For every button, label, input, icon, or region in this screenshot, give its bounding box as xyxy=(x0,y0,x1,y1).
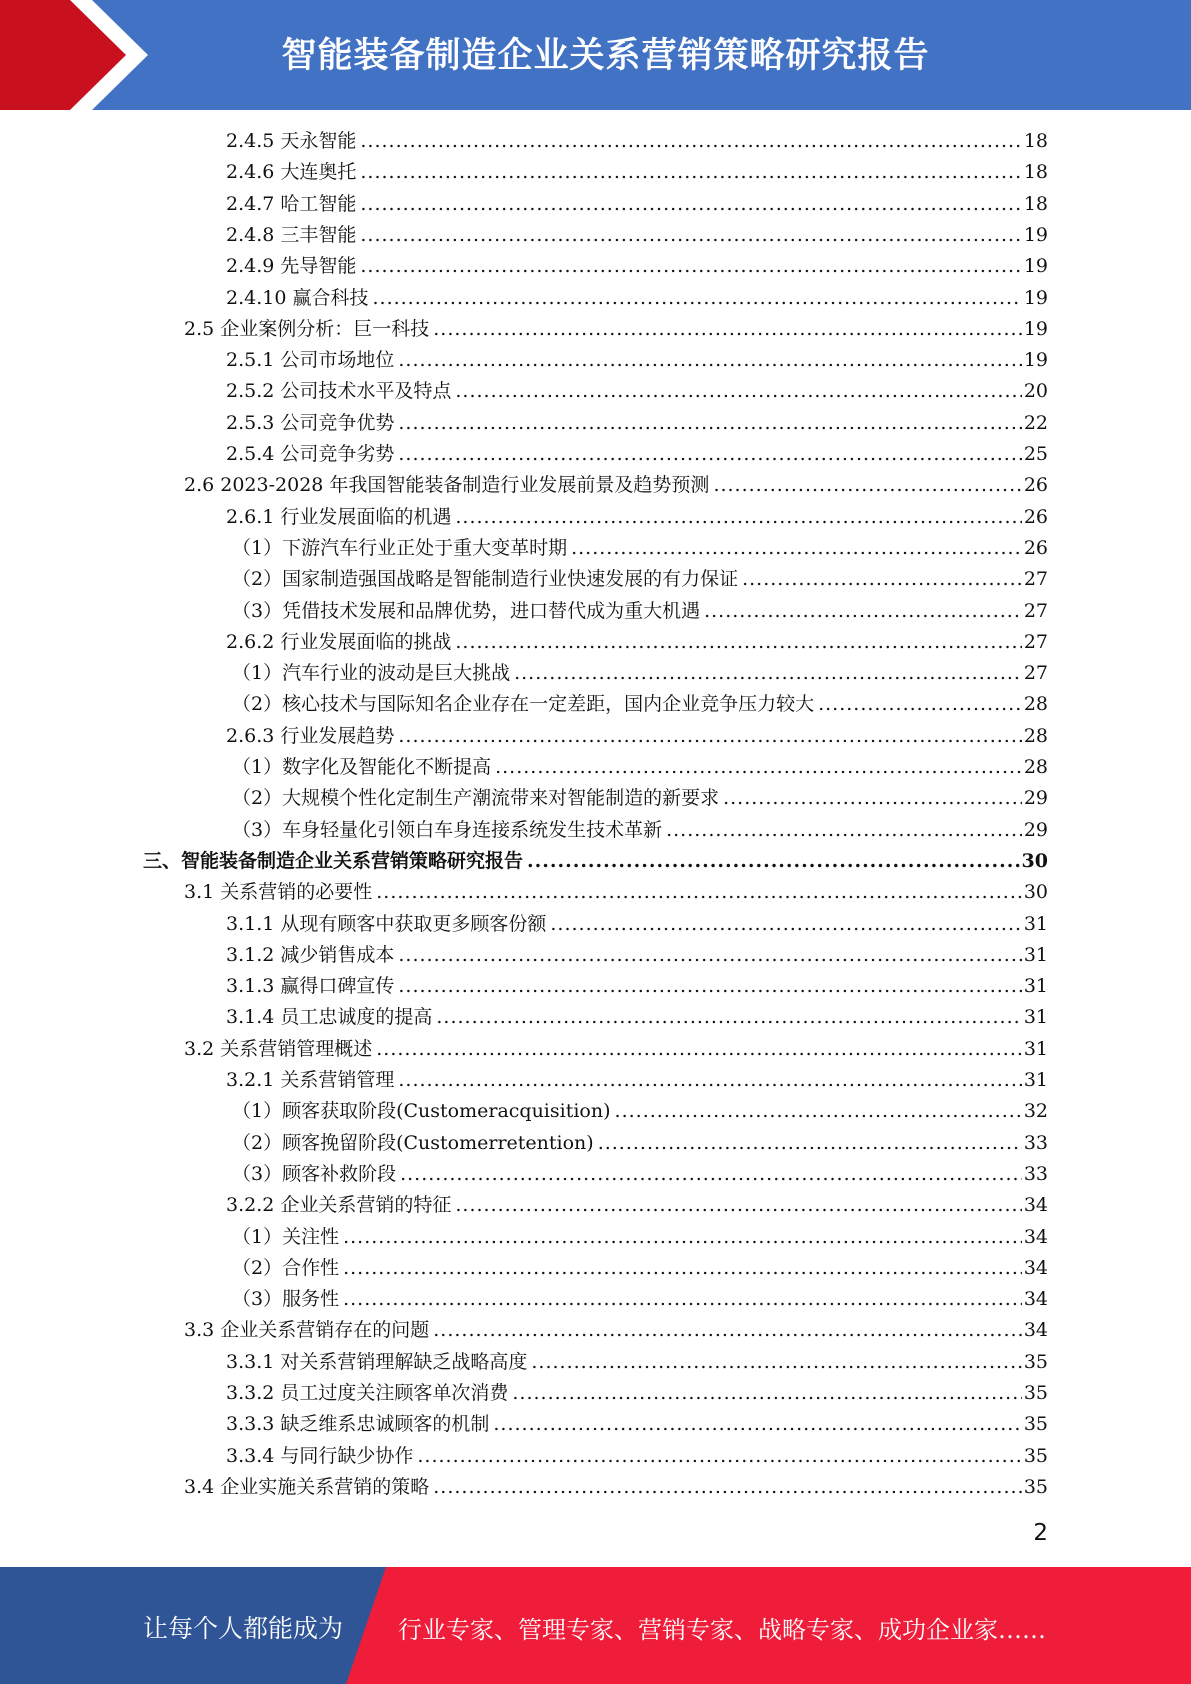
toc-entry[interactable] xyxy=(226,1065,1048,1096)
toc-entry-title: 2.5.2 公司技术水平及特点 xyxy=(226,380,452,403)
toc-entry-title: 2.4.5 天永智能 xyxy=(226,130,357,152)
toc-leader-dots xyxy=(398,439,1021,470)
toc-entry[interactable] xyxy=(232,564,1048,595)
toc-entry-title: （2）合作性 xyxy=(232,1256,340,1279)
toc-entry[interactable] xyxy=(184,1472,1048,1503)
toc-leader-dots xyxy=(376,1034,1022,1065)
toc-entry-page: 31 xyxy=(1023,943,1048,966)
toc-leader-dots xyxy=(376,877,1022,908)
toc-entry-title: 2.4.10 赢合科技 xyxy=(226,286,369,309)
toc-entry-title: 2.5.1 公司市场地位 xyxy=(226,349,395,372)
toc-entry-page: 35 xyxy=(1023,1475,1048,1498)
toc-entry[interactable] xyxy=(226,1347,1048,1378)
toc-entry-page: 25 xyxy=(1023,443,1048,465)
toc-entry-page: 31 xyxy=(1023,1069,1048,1091)
toc-entry-title: 2.4.8 三丰智能 xyxy=(226,223,357,246)
toc-entry[interactable] xyxy=(226,1441,1048,1472)
toc-entry-page: 27 xyxy=(1023,630,1048,653)
toc-entry-page: 30 xyxy=(1021,849,1048,872)
toc-entry-page: 27 xyxy=(1023,599,1048,622)
toc-entry[interactable] xyxy=(232,1128,1048,1159)
toc-leader-dots xyxy=(598,1128,1022,1159)
toc-entry-title: （3）服务性 xyxy=(232,1288,340,1311)
toc-entry-page: 35 xyxy=(1023,1444,1048,1467)
toc-entry-page: 28 xyxy=(1023,756,1048,778)
toc-entry-page: 33 xyxy=(1023,1162,1048,1185)
toc-leader-dots xyxy=(818,689,1022,720)
toc-entry-title: 2.4.7 哈工智能 xyxy=(226,192,357,215)
toc-leader-dots xyxy=(455,1190,1021,1221)
toc-entry[interactable] xyxy=(226,627,1048,658)
toc-entry-page: 35 xyxy=(1023,1382,1048,1404)
toc-entry-page: 33 xyxy=(1023,1131,1048,1154)
toc-entry-page: 18 xyxy=(1023,130,1048,152)
toc-leader-dots xyxy=(343,1253,1022,1284)
toc-leader-dots xyxy=(666,815,1022,846)
toc-entry-title: 3.4 企业实施关系营销的策略 xyxy=(184,1475,430,1498)
header-title: 智能装备制造企业关系营销策略研究报告 xyxy=(281,36,930,76)
toc-entry-title: （1）关注性 xyxy=(232,1225,340,1248)
toc-entry-page: 18 xyxy=(1023,161,1048,184)
toc-leader-dots xyxy=(436,1002,1021,1033)
toc-entry-page: 19 xyxy=(1023,255,1048,278)
toc-leader-dots xyxy=(343,1222,1022,1253)
toc-entry-title: 3.2.1 关系营销管理 xyxy=(226,1069,395,1091)
toc-entry[interactable] xyxy=(232,1253,1048,1284)
toc-entry-page: 19 xyxy=(1023,223,1048,246)
toc-leader-dots xyxy=(398,1065,1021,1096)
toc-entry[interactable] xyxy=(232,596,1048,627)
toc-leader-dots xyxy=(398,971,1021,1002)
toc-entry[interactable] xyxy=(226,971,1048,1002)
toc-entry-title: 3.1.3 赢得口碑宣传 xyxy=(226,975,395,998)
toc-leader-dots xyxy=(360,189,1021,220)
toc-leader-dots xyxy=(713,470,1021,501)
toc-entry-page: 31 xyxy=(1023,975,1048,998)
toc-entry-title: 三、智能装备制造企业关系营销策略研究报告 xyxy=(143,849,524,872)
toc-entry-page: 30 xyxy=(1023,881,1048,904)
toc-entry[interactable] xyxy=(232,689,1048,720)
toc-entry[interactable] xyxy=(226,157,1048,188)
toc-entry-page: 26 xyxy=(1023,536,1048,559)
toc-entry-title: 3.3.2 员工过度关注顾客单次消费 xyxy=(226,1382,509,1404)
toc-entry[interactable] xyxy=(226,283,1048,314)
toc-entry-title: （1）下游汽车行业正处于重大变革时期 xyxy=(232,536,568,559)
toc-leader-dots xyxy=(527,846,1020,877)
toc-entry-title: （3）凭借技术发展和品牌优势，进口替代成为重大机遇 xyxy=(232,599,701,622)
toc-leader-dots xyxy=(433,1315,1022,1346)
toc-entry-page: 26 xyxy=(1023,505,1048,528)
toc-entry-title: 3.2.2 企业关系营销的特征 xyxy=(226,1194,452,1217)
toc-entry-page: 34 xyxy=(1023,1225,1048,1248)
toc-leader-dots xyxy=(742,564,1022,595)
footer-slogan-left: 让每个人都能成为 xyxy=(143,1614,344,1643)
toc-entry-title: 2.4.9 先导智能 xyxy=(226,255,357,278)
toc-entry[interactable] xyxy=(232,533,1048,564)
toc-entry[interactable] xyxy=(184,1034,1048,1065)
toc-entry-page: 18 xyxy=(1023,192,1048,215)
toc-leader-dots xyxy=(372,283,1021,314)
toc-entry-title: （3）顾客补救阶段 xyxy=(232,1162,397,1185)
toc-entry-page: 26 xyxy=(1023,474,1048,497)
toc-entry-title: 3.3.4 与同行缺少协作 xyxy=(226,1444,414,1467)
toc-entry-page: 34 xyxy=(1023,1288,1048,1311)
toc-entry-title: 2.6.3 行业发展趋势 xyxy=(226,724,395,747)
toc-entry-title: 2.5.3 公司竞争优势 xyxy=(226,411,395,434)
toc-entry[interactable] xyxy=(226,909,1048,940)
toc-leader-dots xyxy=(512,1378,1021,1409)
toc-leader-dots xyxy=(398,721,1021,752)
toc-entry[interactable] xyxy=(226,1378,1048,1409)
toc-leader-dots xyxy=(343,1284,1022,1315)
toc-entry[interactable] xyxy=(226,345,1048,376)
footer-slogan-right: 行业专家、管理专家、营销专家、战略专家、成功企业家…… xyxy=(398,1616,1046,1644)
toc-entry[interactable] xyxy=(226,220,1048,251)
toc-entry[interactable] xyxy=(232,1284,1048,1315)
toc-leader-dots xyxy=(360,126,1021,157)
toc-entry-title: （2）国家制造强国战略是智能制造行业快速发展的有力保证 xyxy=(232,568,739,591)
toc-entry-page: 19 xyxy=(1023,286,1048,309)
toc-entry-page: 34 xyxy=(1023,1256,1048,1279)
toc-entry-page: 20 xyxy=(1023,380,1048,403)
toc-leader-dots xyxy=(550,909,1021,940)
toc-entry-title: 3.1.4 员工忠诚度的提高 xyxy=(226,1006,433,1029)
toc-entry-title: 2.6.1 行业发展面临的机遇 xyxy=(226,505,452,528)
toc-entry-page: 27 xyxy=(1023,662,1048,685)
toc-entry-page: 29 xyxy=(1023,818,1048,841)
toc-entry-title: （1）数字化及智能化不断提高 xyxy=(232,756,492,778)
toc-entry-page: 29 xyxy=(1023,787,1048,810)
toc-entry-page: 34 xyxy=(1023,1194,1048,1217)
toc-leader-dots xyxy=(398,940,1021,971)
toc-entry-page: 19 xyxy=(1023,317,1048,340)
toc-entry-title: （2）顾客挽留阶段(Customerretention) xyxy=(232,1131,594,1154)
toc-entry-page: 35 xyxy=(1023,1413,1048,1436)
toc-leader-dots xyxy=(400,1159,1022,1190)
toc-entry[interactable] xyxy=(232,1222,1048,1253)
toc-entry-title: 3.1.2 减少销售成本 xyxy=(226,943,395,966)
toc-leader-dots xyxy=(571,533,1022,564)
toc-entry-title: 3.2 关系营销管理概述 xyxy=(184,1037,373,1060)
toc-leader-dots xyxy=(417,1441,1021,1472)
toc-entry-title: 3.1 关系营销的必要性 xyxy=(184,881,373,904)
toc-entry-page: 31 xyxy=(1023,1037,1048,1060)
toc-leader-dots xyxy=(704,596,1022,627)
toc-entry[interactable] xyxy=(226,376,1048,407)
page-number: 2 xyxy=(1033,1520,1048,1546)
toc-entry-page: 31 xyxy=(1023,912,1048,935)
toc-entry-page: 35 xyxy=(1023,1350,1048,1373)
toc-entry[interactable] xyxy=(226,940,1048,971)
toc-entry-title: 2.5 企业案例分析：巨一科技 xyxy=(184,317,430,340)
toc-leader-dots xyxy=(493,1409,1021,1440)
toc-leader-dots xyxy=(514,658,1022,689)
toc-entry-title: 2.5.4 公司竞争劣势 xyxy=(226,443,395,465)
toc-entry[interactable] xyxy=(232,1096,1048,1127)
page-header xyxy=(0,0,1191,110)
toc-entry-title: 3.3.3 缺乏维系忠诚顾客的机制 xyxy=(226,1413,490,1436)
toc-entry[interactable] xyxy=(143,846,1048,877)
toc-entry-title: 2.4.6 大连奥托 xyxy=(226,161,357,184)
toc-leader-dots xyxy=(455,627,1021,658)
toc-entry[interactable] xyxy=(226,126,1048,157)
toc-leader-dots xyxy=(360,220,1021,251)
toc-entry[interactable] xyxy=(232,1159,1048,1190)
toc-entry-title: （1）汽车行业的波动是巨大挑战 xyxy=(232,662,511,685)
toc-leader-dots xyxy=(495,752,1022,783)
toc-entry[interactable] xyxy=(232,658,1048,689)
toc-entry[interactable] xyxy=(226,502,1048,533)
toc-entry[interactable] xyxy=(226,721,1048,752)
toc-entry[interactable] xyxy=(226,1190,1048,1221)
toc-entry[interactable] xyxy=(226,408,1048,439)
toc-leader-dots xyxy=(360,157,1021,188)
toc-entry[interactable] xyxy=(232,752,1048,783)
toc-entry-title: 2.6 2023-2028 年我国智能装备制造行业发展前景及趋势预测 xyxy=(184,474,710,497)
toc-entry-page: 28 xyxy=(1023,724,1048,747)
toc-entry-title: 3.1.1 从现有顾客中获取更多顾客份额 xyxy=(226,912,547,935)
toc-leader-dots xyxy=(433,1472,1022,1503)
toc-leader-dots xyxy=(723,783,1022,814)
toc-entry-title: （2）核心技术与国际知名企业存在一定差距，国内企业竞争压力较大 xyxy=(232,693,815,716)
toc-entry[interactable] xyxy=(226,439,1048,470)
toc-entry[interactable] xyxy=(226,1002,1048,1033)
toc-entry-page: 32 xyxy=(1023,1100,1048,1123)
toc-entry-title: 2.6.2 行业发展面临的挑战 xyxy=(226,630,452,653)
toc-leader-dots xyxy=(360,251,1021,282)
toc-entry[interactable] xyxy=(184,877,1048,908)
toc-entry[interactable] xyxy=(184,470,1048,501)
toc-leader-dots xyxy=(398,408,1021,439)
toc-leader-dots xyxy=(398,345,1021,376)
page-footer xyxy=(0,1567,1191,1684)
toc-leader-dots xyxy=(615,1096,1022,1127)
toc-entry-title: （2）大规模个性化定制生产潮流带来对智能制造的新要求 xyxy=(232,787,720,810)
toc-leader-dots xyxy=(433,314,1022,345)
toc-leader-dots xyxy=(531,1347,1021,1378)
toc-entry-title: （3）车身轻量化引领白车身连接系统发生技术革新 xyxy=(232,818,663,841)
toc-entry[interactable] xyxy=(184,1315,1048,1346)
toc-entry-page: 28 xyxy=(1023,693,1048,716)
toc-entry-title: 3.3 企业关系营销存在的问题 xyxy=(184,1319,430,1342)
toc-entry-page: 31 xyxy=(1023,1006,1048,1029)
toc-entry[interactable] xyxy=(226,251,1048,282)
toc-entry[interactable] xyxy=(232,783,1048,814)
toc-entry[interactable] xyxy=(232,815,1048,846)
toc-entry-page: 22 xyxy=(1023,411,1048,434)
toc-entry[interactable] xyxy=(184,314,1048,345)
toc-entry-title: （1）顾客获取阶段(Customeracquisition) xyxy=(232,1100,611,1123)
toc-entry-title: 3.3.1 对关系营销理解缺乏战略高度 xyxy=(226,1350,528,1373)
toc-entry-page: 19 xyxy=(1023,349,1048,372)
toc-entry[interactable] xyxy=(226,1409,1048,1440)
toc-leader-dots xyxy=(455,502,1021,533)
toc-entry[interactable] xyxy=(226,189,1048,220)
toc-entry-page: 34 xyxy=(1023,1319,1048,1342)
toc-leader-dots xyxy=(455,376,1021,407)
toc-entry-page: 27 xyxy=(1023,568,1048,591)
